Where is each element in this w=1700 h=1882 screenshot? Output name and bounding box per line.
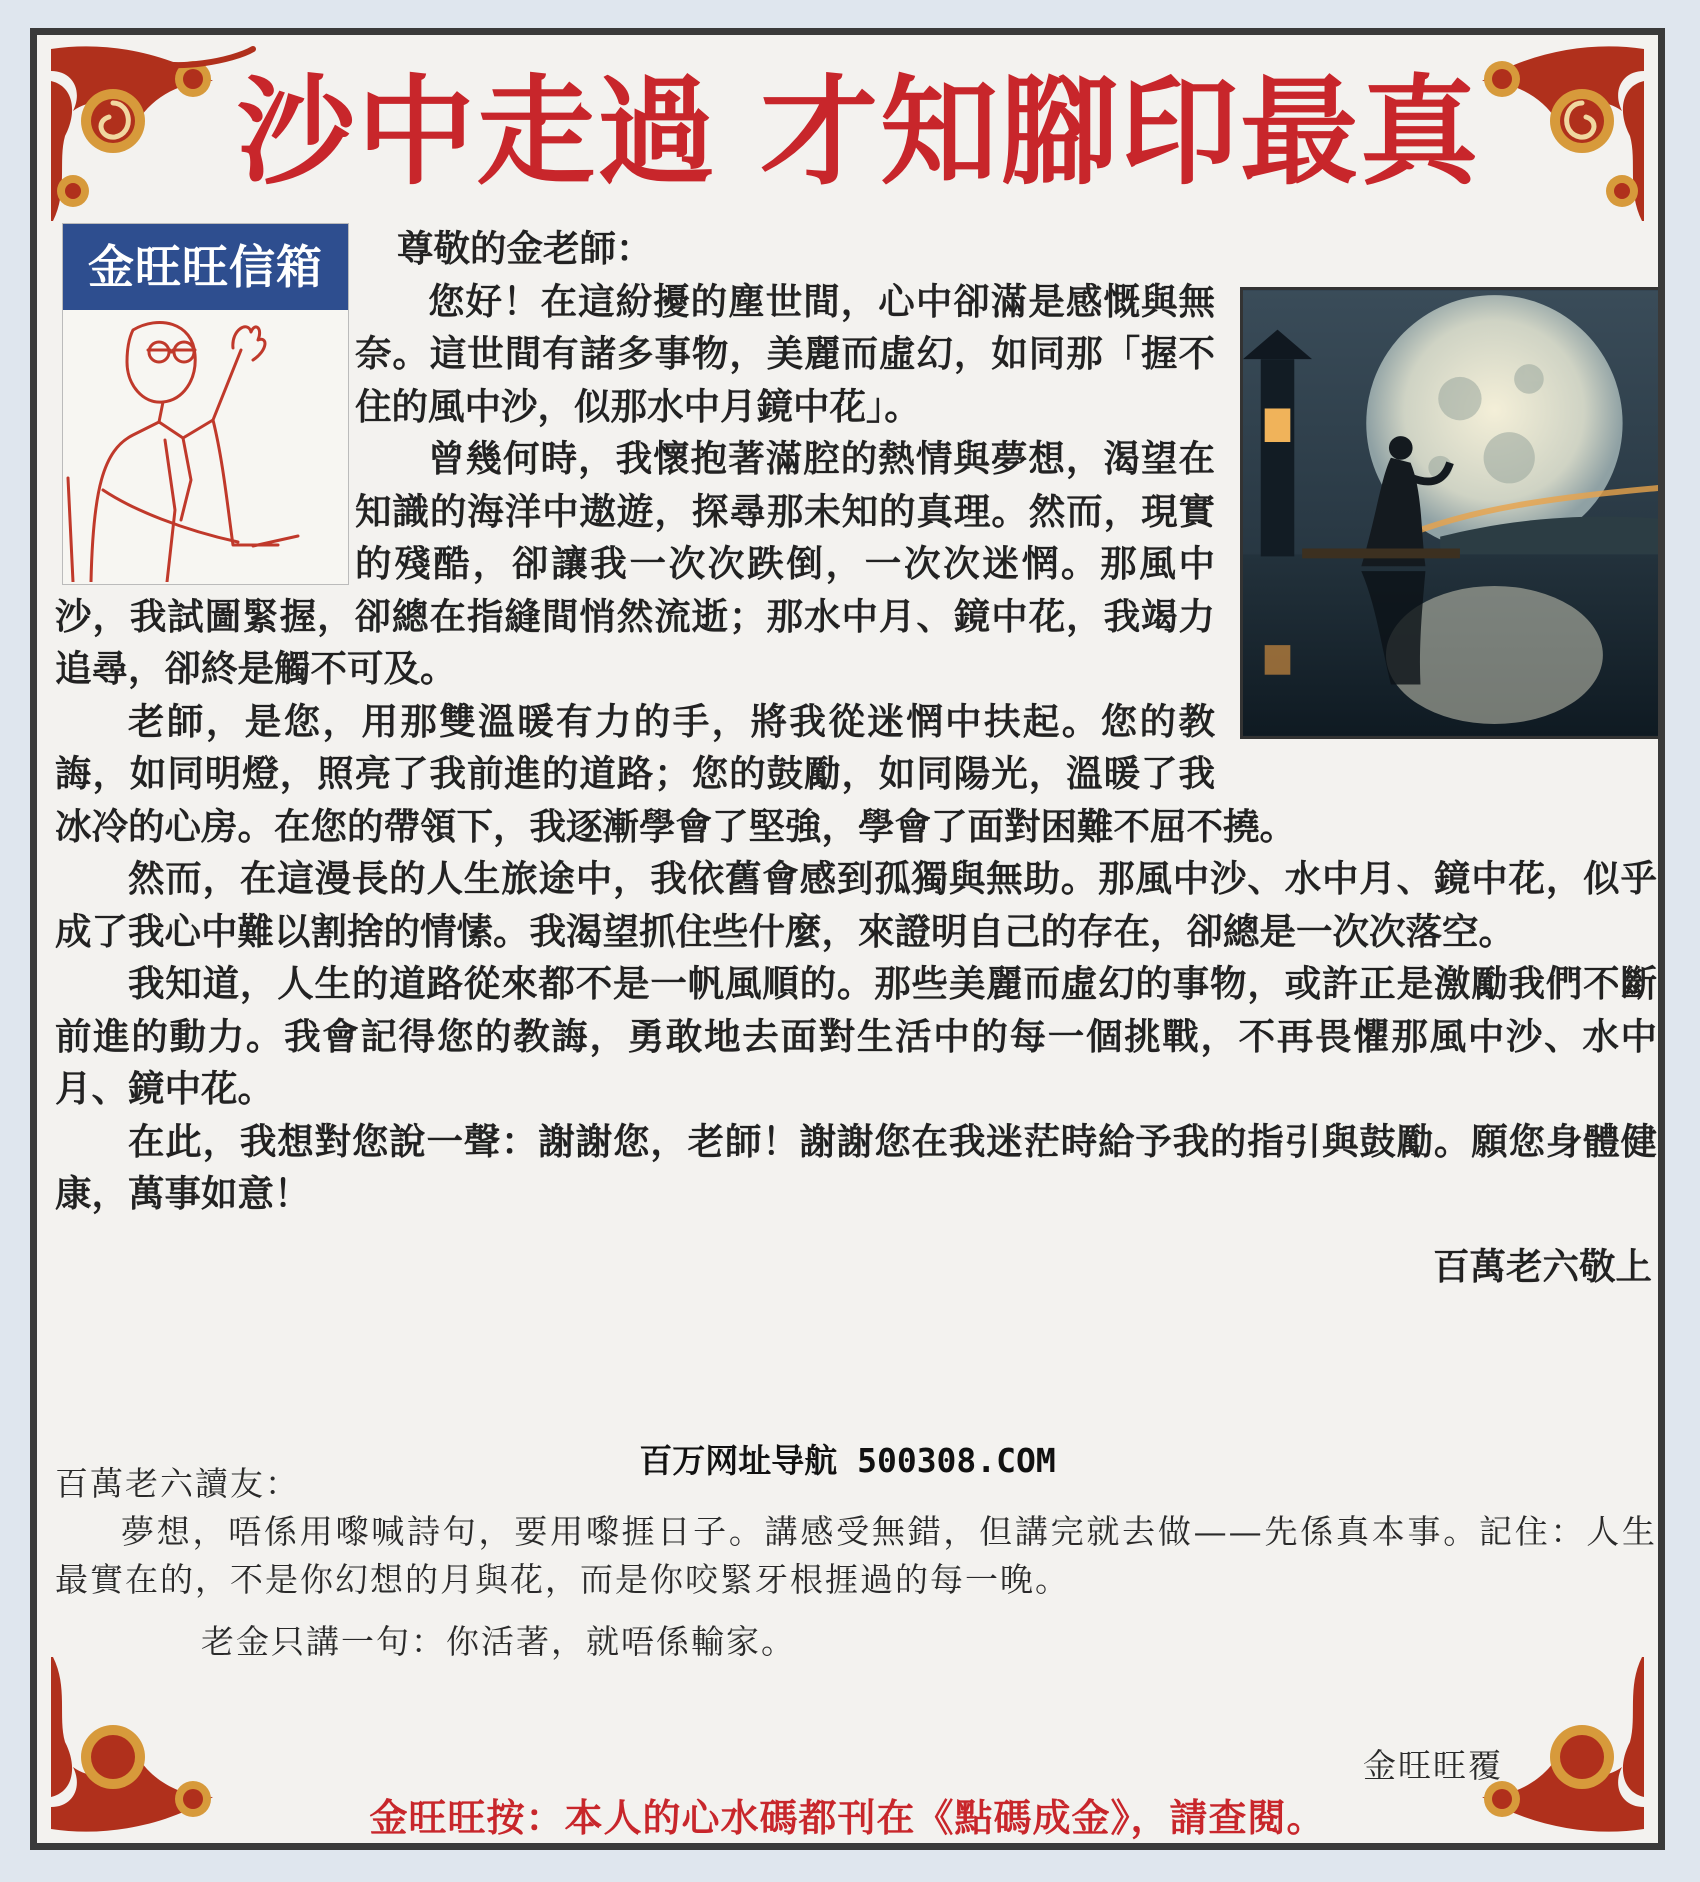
letter-paragraph: 您好！在這紛擾的塵世間，心中卻滿是感慨與無奈。這世間有諸多事物，美麗而虛幻，如同那「握不住的風中沙，似那水中月鏡中花」。 — [355, 279, 1215, 428]
left-float-spacer — [55, 223, 355, 585]
corner-ornament-top-left — [43, 41, 263, 231]
right-float-spacer — [1215, 223, 1657, 751]
letter-paragraph: 我知道，人生的道路從來都不是一帆風順的。那些美麗而虛幻的事物，或許正是激勵我們不斷前進的動力。我會記得您的教誨，勇敢地去面對生活中的每一個挑戰，不再畏懼那風中沙、水中月、鏡中花。 — [55, 962, 1657, 1110]
letter-body — [55, 223, 1657, 1293]
letter-salutation: 尊敬的金老師： — [397, 227, 653, 270]
reply-body: 夢想，唔係用嚟喊詩句，要用嚟捱日子。講感受無錯，但講完就去做——先係真本事。記住：人生最實在的，不是你幻想的月與花，而是你咬緊牙根捱過的每一晚。 — [55, 1512, 1657, 1599]
reply-section — [55, 1460, 1657, 1666]
headline: 沙中走過 才知腳印最真 — [237, 63, 1481, 201]
column-title: 金旺旺信箱 — [63, 224, 348, 310]
letter-paragraph: 老師，是您，用那雙溫暖有力的手，將我從迷惘中扶起。您的教誨，如同明燈，照亮了我前進的道路；您的鼓勵，如同陽光，溫暖了我冰冷的心房。在您的帶領下，我逐漸學會了堅強，學會了面對困難不屈不撓。 — [55, 699, 1296, 848]
watermark-text: 百万网址导航 500308.COM — [639, 1441, 1056, 1480]
footer-note: 金旺旺按：本人的心水碼都刊在《點碼成金》，請查閱。 — [369, 1795, 1326, 1840]
letter-paragraph: 在此，我想對您說一聲：謝謝您，老師！謝謝您在我迷茫時給予我的指引與鼓勵。願您身體健康，萬事如意！ — [55, 1119, 1657, 1215]
reply-signature: 金旺旺覆 — [1363, 1746, 1503, 1785]
reply-quote: 老金只講一句：你活著，就唔係輸家。 — [201, 1622, 796, 1661]
newspaper-column-page — [30, 28, 1665, 1850]
letter-paragraph: 然而，在這漫長的人生旅途中，我依舊會感到孤獨與無助。那風中沙、水中月、鏡中花，似乎成了我心中難以割捨的情愫。我渴望抓住些什麼，來證明自己的存在，卻總是一次次落空。 — [55, 857, 1657, 953]
letter-paragraph: 曾幾何時，我懷抱著滿腔的熱情與夢想，渴望在知識的海洋中遨遊，探尋那未知的真理。然而，現實的殘酷，卻讓我一次次跌倒，一次次迷惘。那風中沙，我試圖緊握，卻總在指縫間悄然流逝；那水中月、鏡中花，我竭力追尋，卻終是觸不可及。 — [55, 437, 1215, 690]
letter-signoff: 百萬老六敬上 — [1433, 1244, 1652, 1288]
reply-greeting: 百萬老六讀友： — [55, 1464, 300, 1503]
